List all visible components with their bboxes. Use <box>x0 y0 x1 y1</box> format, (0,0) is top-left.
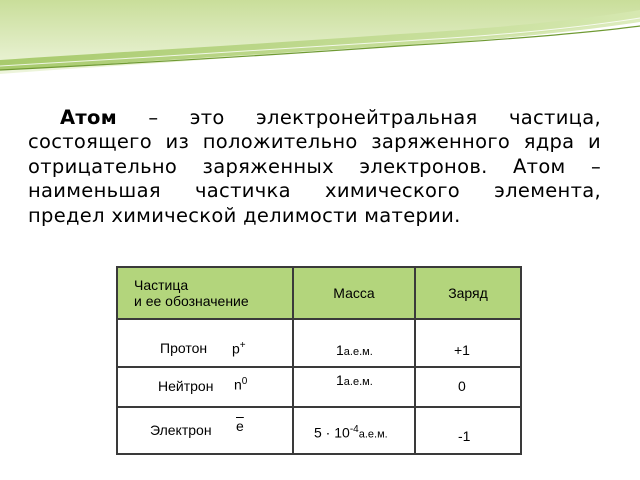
particle-name: Протон <box>160 340 208 356</box>
particle-symbol: $n^0$ <box>234 376 248 393</box>
neutron-charge: 0 <box>415 367 521 407</box>
decorative-banner <box>0 0 640 80</box>
header-particle: Частица и ее обозначение <box>117 267 293 319</box>
particle-symbol: p+ <box>232 340 246 357</box>
definition-text: – это электронейтральная частица, состоящего из положительно заряженного ядра и отрицательно заряженных электронов. Атом – наименьшая частичка химического элемента, предел химической делимости материи. <box>28 105 601 227</box>
header-mass: Масса <box>293 267 415 319</box>
electron-charge: -1 <box>415 407 521 454</box>
proton-cell <box>117 319 293 367</box>
particles-table <box>116 266 522 455</box>
proton-charge: +1 <box>415 319 521 367</box>
neutron-cell <box>117 367 293 407</box>
particle-name: Нейтрон <box>158 378 214 394</box>
electron-mass: $5 \cdot 10^{-4}а.е.м$. <box>293 407 415 454</box>
proton-mass: 1а.е.м. <box>293 319 415 367</box>
header-charge: Заряд <box>415 267 521 319</box>
atom-definition <box>28 106 601 229</box>
particle-name: Электрон <box>150 422 212 438</box>
electron-cell <box>117 407 293 454</box>
definition-term: Атом <box>60 105 117 129</box>
table-header-row <box>117 267 521 319</box>
neutron-mass: 1а.е.м. <box>293 367 415 407</box>
table-row-neutron <box>117 367 521 407</box>
particle-symbol: $\overline{e}$ <box>236 418 244 434</box>
table-row-electron <box>117 407 521 454</box>
table-row-proton <box>117 319 521 367</box>
